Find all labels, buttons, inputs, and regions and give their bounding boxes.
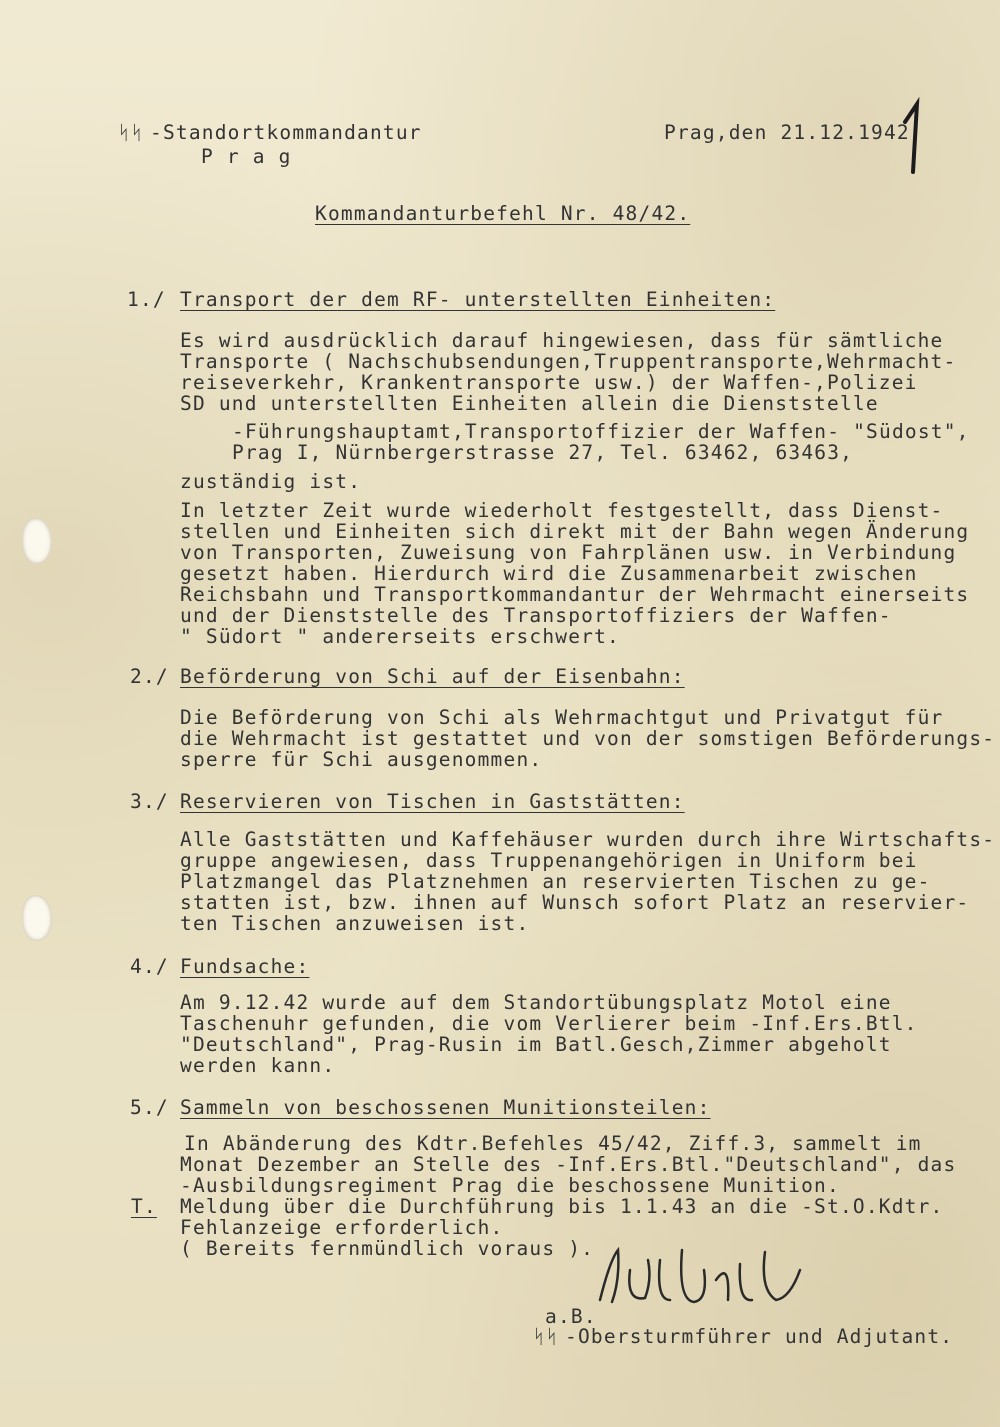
body-line: Am 9.12.42 wurde auf dem Standortübungsplatz Motol eine <box>180 991 892 1014</box>
body-line: Transporte ( Nachschubsendungen,Truppentransporte,Wehrmacht- <box>180 350 957 373</box>
body-line: -Ausbildungsregiment Prag die beschossene Munition. <box>180 1174 840 1197</box>
body-line: Monat Dezember an Stelle des -Inf.Ers.Btl."Deutschland", das <box>180 1153 957 1176</box>
section-heading: Sammeln von beschossenen Munitionsteilen: <box>180 1096 711 1119</box>
section-number: 3./ <box>130 790 169 813</box>
body-line: werden kann. <box>180 1054 336 1077</box>
section-number: 5./ <box>130 1096 169 1119</box>
office-name: -Standortkommandantur <box>150 121 422 144</box>
body-line: Platzmangel das Platznehmen an reservierten Tischen zu ge- <box>180 870 931 893</box>
section-number: 4./ <box>130 955 169 978</box>
body-line: sperre für Schi ausgenommen. <box>180 748 543 771</box>
section-heading: Beförderung von Schi auf der Eisenbahn: <box>180 665 685 688</box>
place-date: Prag,den 21.12.1942. <box>664 121 923 144</box>
punch-hole <box>22 518 52 564</box>
section-heading: Transport der dem RF- unterstellten Einheiten: <box>180 288 776 311</box>
section-number: 1./ <box>127 288 166 311</box>
body-line: zuständig ist. <box>180 470 362 493</box>
handwritten-page-number <box>885 92 935 182</box>
body-line: gruppe angewiesen, dass Truppenangehörigen in Uniform bei <box>180 849 918 872</box>
ss-runes-mark: ᛋᛋ <box>118 121 144 144</box>
document-title: Kommandanturbefehl Nr. 48/42. <box>315 202 691 225</box>
body-line: Taschenuhr gefunden, die vom Verlierer beim -Inf.Ers.Btl. <box>180 1012 918 1035</box>
body-line: statten ist, bzw. ihnen auf Wunsch sofort Platz an reservier- <box>180 891 970 914</box>
signature-ab: a.B. <box>545 1305 597 1328</box>
signatory-rank: -Obersturmführer und Adjutant. <box>565 1325 954 1348</box>
body-line: -Führungshauptamt,Transportoffizier der Waffen- "Südost", <box>232 420 970 443</box>
handwritten-signature <box>590 1240 840 1320</box>
punch-hole <box>22 895 52 941</box>
body-line: von Transporten, Zuweisung von Fahrplänen usw. in Verbindung <box>180 541 957 564</box>
body-line: In letzter Zeit wurde wiederholt festgestellt, dass Dienst- <box>180 499 944 522</box>
body-line: In Abänderung des Kdtr.Befehles 45/42, Ziff.3, sammelt im <box>184 1132 922 1155</box>
body-line: "Deutschland", Prag-Rusin im Batl.Gesch,Zimmer abgeholt <box>180 1033 892 1056</box>
ss-runes-mark: ᛋᛋ <box>533 1325 559 1348</box>
body-line: Alle Gaststätten und Kaffehäuser wurden durch ihre Wirtschafts- <box>180 828 996 851</box>
body-line: gesetzt haben. Hierdurch wird die Zusammenarbeit zwischen <box>180 562 918 585</box>
margin-mark: T. <box>131 1195 157 1218</box>
body-line: Reichsbahn und Transportkommandantur der Wehrmacht einerseits <box>180 583 970 606</box>
body-line: SD und unterstellten Einheiten allein die Dienststelle <box>180 392 879 415</box>
body-line: Die Beförderung von Schi als Wehrmachtgut und Privatgut für <box>180 706 944 729</box>
body-line: Fehlanzeige erforderlich. <box>180 1216 504 1239</box>
body-line: ten Tischen anzuweisen ist. <box>180 912 530 935</box>
body-line: reiseverkehr, Krankentransporte usw.) der Waffen-,Polizei <box>180 371 918 394</box>
body-line: " Südort " andererseits erschwert. <box>180 625 620 648</box>
section-number: 2./ <box>130 665 169 688</box>
body-line: ( Bereits fernmündlich voraus ). <box>180 1237 595 1260</box>
body-line: stellen und Einheiten sich direkt mit der Bahn wegen Änderung <box>180 520 970 543</box>
body-line: Es wird ausdrücklich darauf hingewiesen, dass für sämtliche <box>180 329 944 352</box>
body-line: die Wehrmacht ist gestattet und von der somstigen Beförderungs- <box>180 727 996 750</box>
body-line: Prag I, Nürnbergerstrasse 27, Tel. 63462, 63463, <box>232 441 854 464</box>
section-heading: Fundsache: <box>180 955 310 978</box>
body-line: Meldung über die Durchführung bis 1.1.43 an die -St.O.Kdtr. <box>180 1195 944 1218</box>
body-line: und der Dienststelle des Transportoffiziers der Waffen- <box>180 604 892 627</box>
office-city: P r a g <box>201 145 292 168</box>
section-heading: Reservieren von Tischen in Gaststätten: <box>180 790 685 813</box>
